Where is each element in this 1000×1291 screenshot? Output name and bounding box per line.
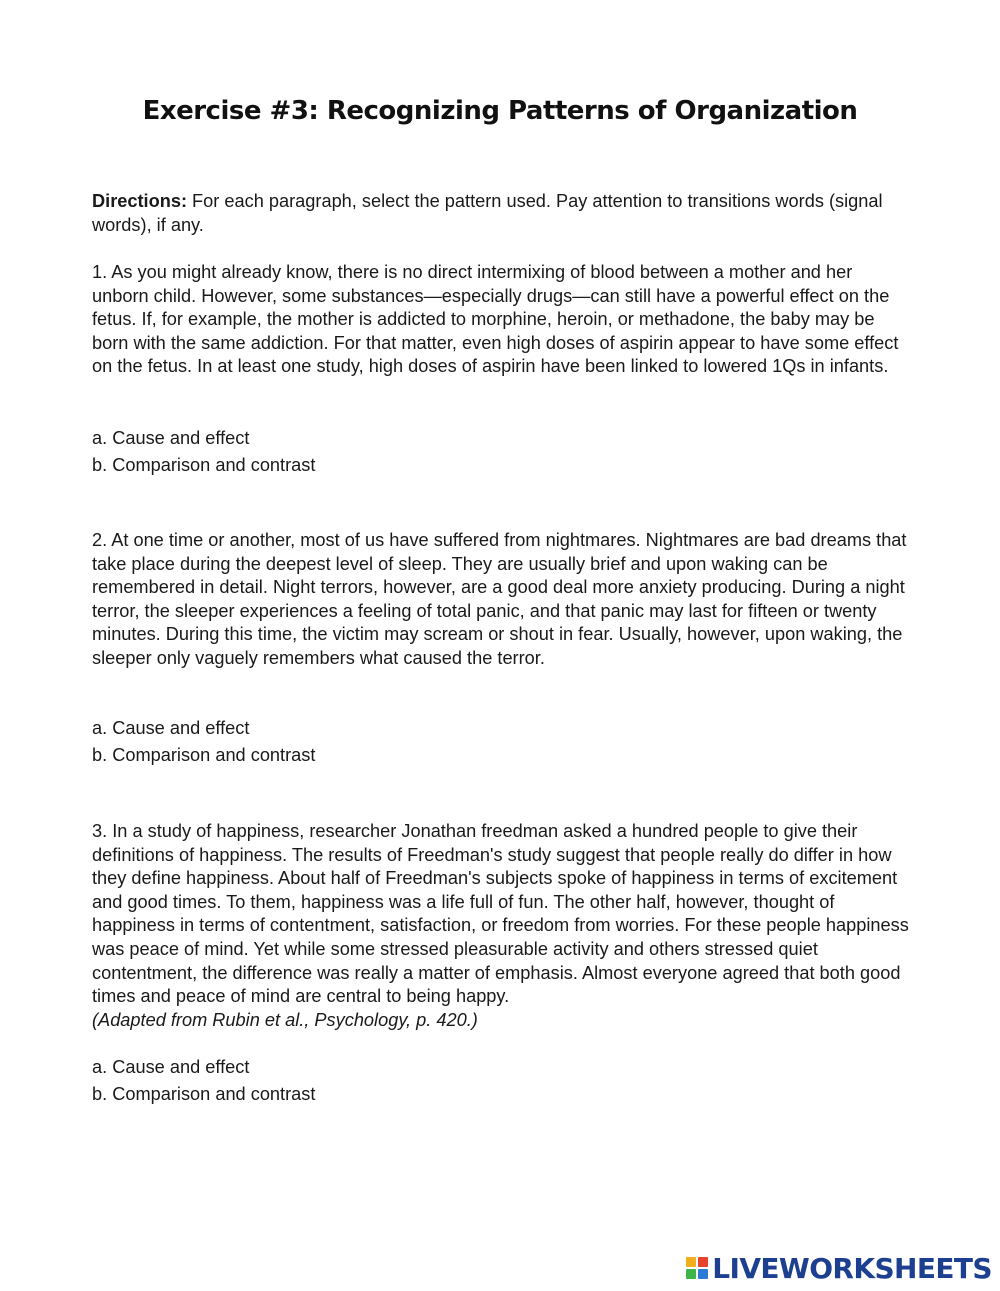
page-title: Exercise #3: Recognizing Patterns of Organization <box>142 96 858 126</box>
logo-block-1 <box>686 1257 696 1267</box>
question-3-citation: (Adapted from Rubin et al., Psychology, p. 420.) <box>92 1009 478 1030</box>
question-1-option-a[interactable]: a. Cause and effect <box>92 428 250 448</box>
logo-blocks-icon <box>686 1257 708 1279</box>
question-2-paragraph: 2. At one time or another, most of us have suffered from nightmares. Nightmares are bad dreams that take place during the deepest level of sleep. They are usually brief and upon waking can be remembered in detail. Night terrors, however, are a good deal more anxiety producing. During a night terror, the sleeper experiences a feeling of total panic, and that panic may last for fifteen or twenty minutes. During this time, the victim may scream or shout in fear. Usually, however, upon waking, the sleeper only vaguely remembers what caused the terror. <box>92 530 907 668</box>
question-1-paragraph: 1. As you might already know, there is no direct intermixing of blood between a mother and her unborn child. However, some substances—especially drugs—can still have a powerful effect on the fetus. If, for example, the mother is addicted to morphine, heroin, or methadone, the baby may be born with the same addiction. For that matter, even high doses of aspirin appear to have some effect on the fetus. In at least one study, high doses of aspirin have been linked to lowered 1Qs in infants. <box>92 262 899 377</box>
directions-label: Directions: <box>92 191 187 211</box>
question-3-text: 3. In a study of happiness, researcher Jonathan freedman asked a hundred people to give their definitions of happiness. The results of Freedman's study suggest that people really do differ in how they define happiness. About half of Freedman's subjects spoke of happiness in terms of excitement and good times. To them, happiness was a life full of fun. The other half, however, thought of happiness in terms of contentment, satisfaction, or freedom from worries. For these people happiness was peace of mind. Yet while some stressed pleasurable activity and others stressed quiet contentment, the difference was really a matter of emphasis. Almost everyone agreed that both good times and peace of mind are central to being happy. <box>92 821 909 1007</box>
logo-block-2 <box>698 1257 708 1267</box>
logo-block-4 <box>698 1269 708 1279</box>
directions <box>92 190 912 237</box>
question-1-option-b[interactable]: b. Comparison and contrast <box>92 455 316 475</box>
question-2-option-b[interactable]: b. Comparison and contrast <box>92 745 316 765</box>
logo-text: LIVEWORKSHEETS <box>712 1251 992 1285</box>
logo-block-3 <box>686 1269 696 1279</box>
question-3-option-b[interactable]: b. Comparison and contrast <box>92 1084 316 1104</box>
question-3-paragraph <box>92 820 912 1032</box>
question-2-option-a[interactable]: a. Cause and effect <box>92 718 250 738</box>
question-2-options <box>92 715 692 769</box>
question-3-options <box>92 1054 692 1108</box>
question-1-options <box>92 425 692 479</box>
question-3-option-a[interactable]: a. Cause and effect <box>92 1057 250 1077</box>
directions-text: For each paragraph, select the pattern used. Pay attention to transitions words (signal words), if any. <box>92 191 883 235</box>
liveworksheets-logo <box>686 1252 992 1284</box>
